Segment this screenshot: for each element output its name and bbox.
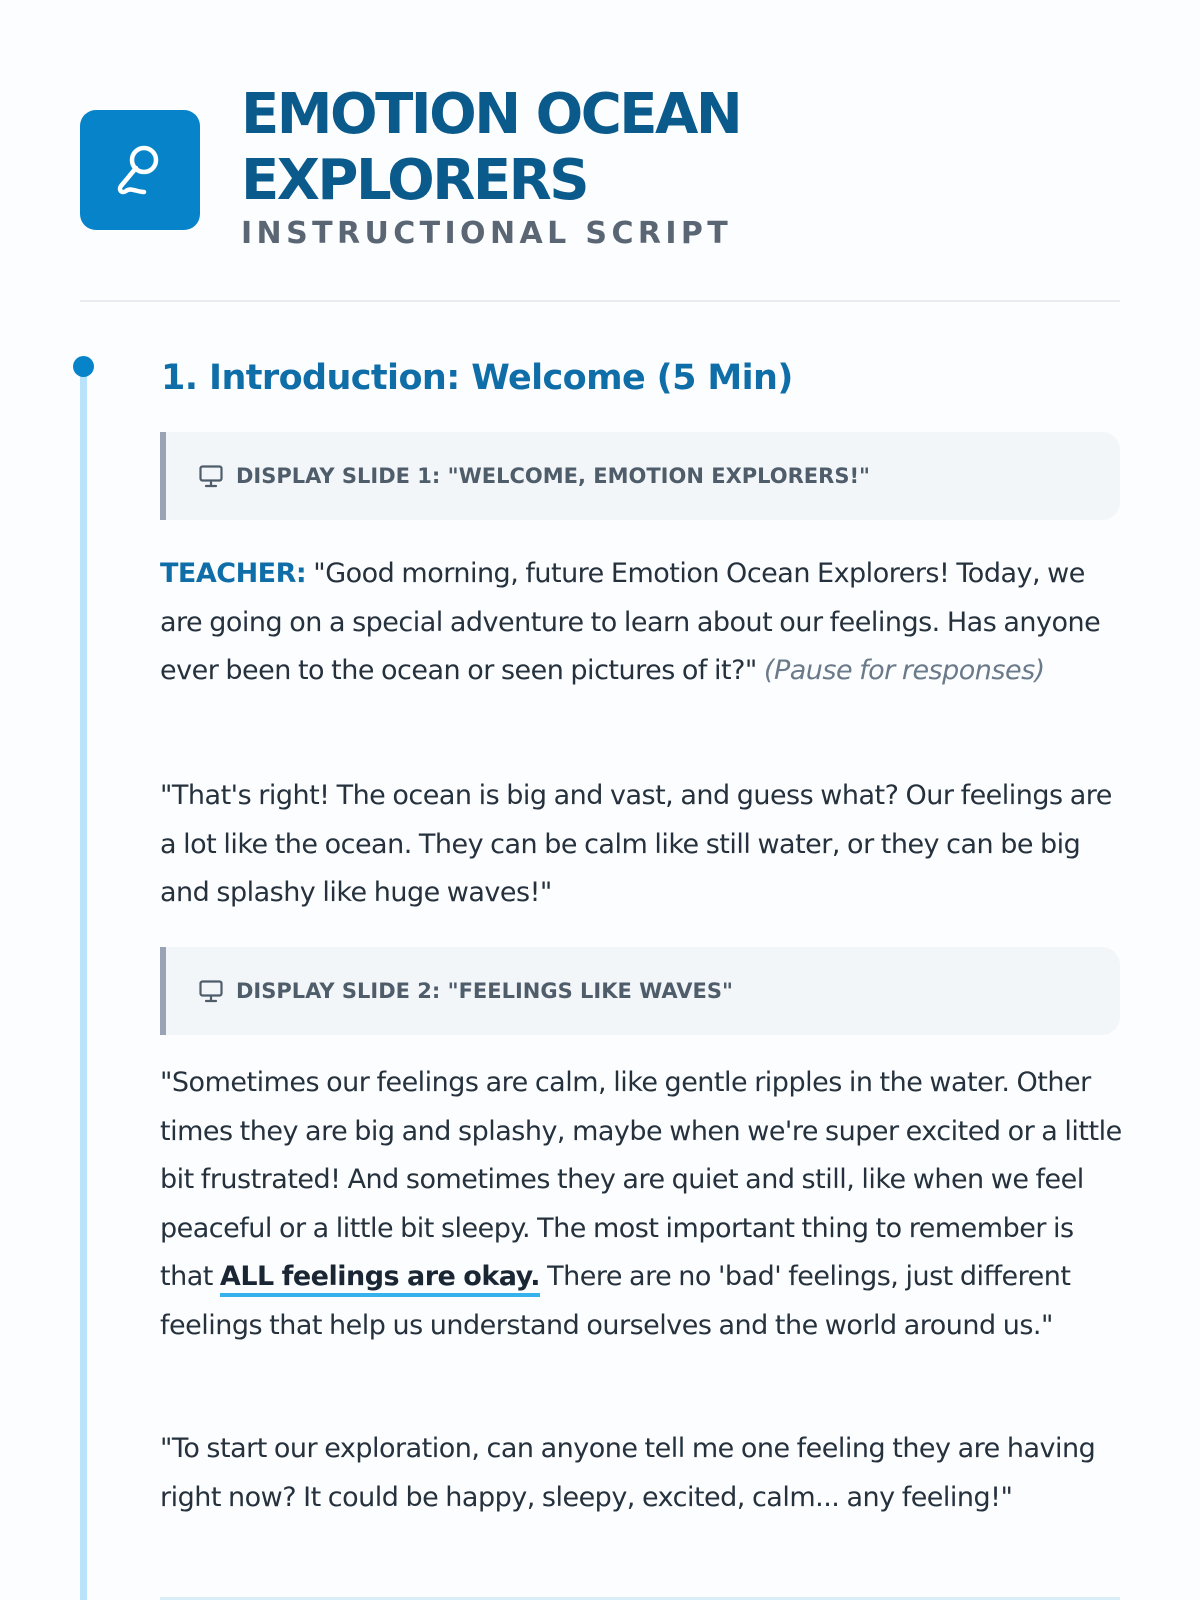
timeline-dot: [73, 356, 94, 377]
monitor-icon: [196, 461, 226, 491]
speaker-label: TEACHER:: [160, 558, 307, 589]
slide-cue-label: DISPLAY SLIDE 1: "WELCOME, EMOTION EXPLORERS!": [236, 464, 870, 488]
header-divider: [80, 300, 1120, 302]
paragraph-text: There are no 'bad' feelings, just different feelings that help us understand ourselves and the world around us.": [160, 1261, 1071, 1341]
paragraph-text: "Sometimes our feelings are calm, like gentle ripples in the water. Other times they are big and splashy, maybe when we're super excited or a little bit frustrated! And sometimes they are quiet and still, like when we feel peaceful or a little bit sleepy. The most important thing to remember is that: [160, 1067, 1122, 1292]
slide-cue-label: DISPLAY SLIDE 2: "FEELINGS LIKE WAVES": [236, 979, 733, 1003]
paragraph-feelings: [160, 1059, 1130, 1350]
emphasis-text: ALL feelings are okay.: [220, 1261, 540, 1297]
microphone-icon: [110, 138, 170, 202]
slide-cue-2: [160, 947, 1120, 1035]
slide-cue-1: [160, 432, 1120, 520]
paragraph-text: "Good morning, future Emotion Ocean Explorers! Today, we are going on a special adventure to learn about our feelings. Has anyone ever been to the ocean or seen pictures of it?": [160, 558, 1101, 686]
section-heading: 1. Introduction: Welcome (5 Min): [161, 358, 793, 398]
stage-direction: (Pause for responses): [763, 655, 1045, 686]
paragraph-ocean: "That's right! The ocean is big and vast, and guess what? Our feelings are a lot like the ocean. They can be calm like still water, or they can be big and splashy like huge waves!": [160, 780, 1112, 908]
monitor-icon: [196, 976, 226, 1006]
paragraph-teacher-intro: [160, 550, 1130, 696]
timeline-line: [80, 362, 87, 1600]
page-title: EMOTION OCEAN EXPLORERS: [241, 82, 741, 213]
paragraph-question: "To start our exploration, can anyone tell me one feeling they are having right now? It could be happy, sleepy, excited, calm... any feeling!": [160, 1433, 1096, 1513]
logo: [80, 110, 200, 230]
page-subtitle: INSTRUCTIONAL SCRIPT: [241, 216, 733, 251]
